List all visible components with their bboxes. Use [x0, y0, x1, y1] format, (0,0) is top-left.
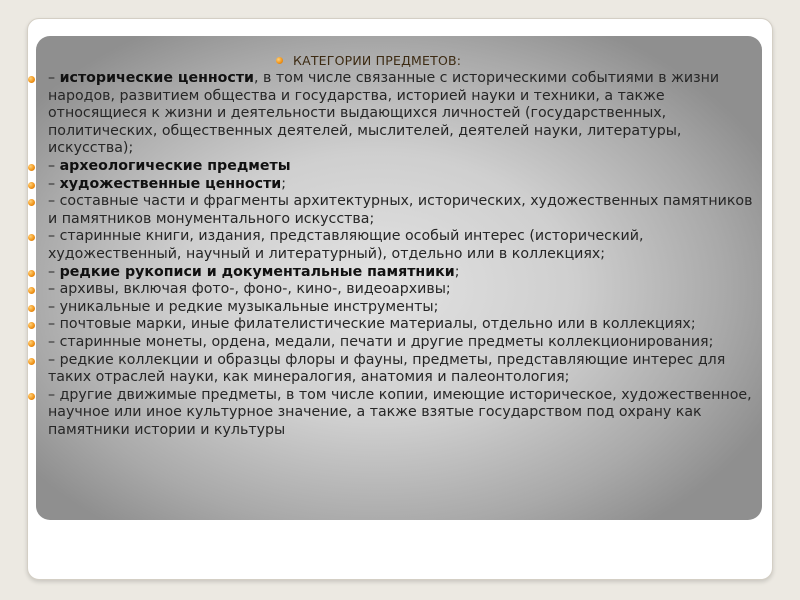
list-item: – составные части и фрагменты архитектурных, исторических, художественных памятников и памятников монументального искусства;	[48, 193, 760, 228]
bullet-icon	[28, 305, 35, 312]
bullet-icon	[276, 57, 283, 64]
page-title: КАТЕГОРИИ ПРЕДМЕТОВ:	[293, 52, 462, 68]
bullet-icon	[28, 393, 35, 400]
heading-row	[276, 52, 461, 68]
list-item: – редкие коллекции и образцы флоры и фауны, предметы, представляющие интерес для таких отраслей науки, как минералогия, анатомия и палеонтология;	[48, 352, 760, 387]
bullet-icon	[28, 182, 35, 189]
list-item: – археологические предметы	[48, 158, 760, 176]
list-item: – редкие рукописи и документальные памятники;	[48, 264, 760, 282]
bullet-icon	[28, 270, 35, 277]
bullet-icon	[28, 340, 35, 347]
list-item: – уникальные и редкие музыкальные инструменты;	[48, 299, 760, 317]
list-item: – старинные книги, издания, представляющие особый интерес (исторический, художественный, научный и литературный), отдельно или в коллекциях;	[48, 228, 760, 263]
categories-list	[48, 70, 760, 439]
list-item: – другие движимые предметы, в том числе копии, имеющие историческое, художественное, научное или иное культурное значение, а также взятые государством под охрану как памятники истории и культуры	[48, 387, 760, 440]
list-item: – исторические ценности, в том числе связанные с историческими событиями в жизни народов, развитием общества и государства, историей науки и техники, а также относящиеся к жизни и деятельности выдающихся личностей (государственных, политических, общественных деятелей, мыслителей, деятелей науки, литературы, искусства);	[48, 70, 760, 158]
bullet-icon	[28, 164, 35, 171]
list-item: – архивы, включая фото-, фоно-, кино-, видеоархивы;	[48, 281, 760, 299]
bullet-icon	[28, 76, 35, 83]
list-item: – старинные монеты, ордена, медали, печати и другие предметы коллекционирования;	[48, 334, 760, 352]
list-item: – художественные ценности;	[48, 176, 760, 194]
bullet-icon	[28, 358, 35, 365]
list-item: – почтовые марки, иные филателистические материалы, отдельно или в коллекциях;	[48, 316, 760, 334]
